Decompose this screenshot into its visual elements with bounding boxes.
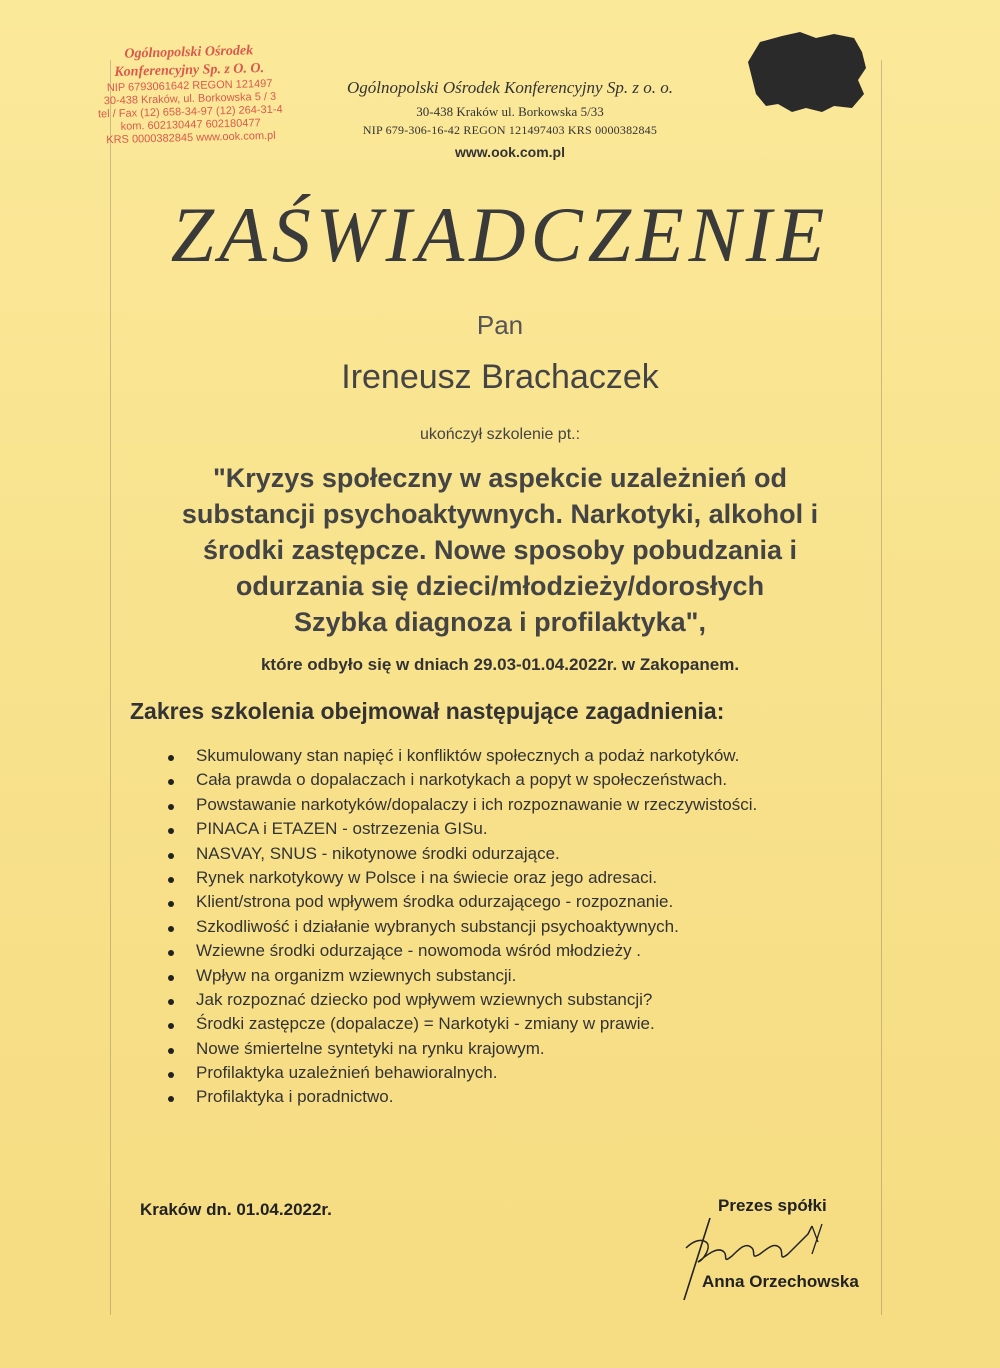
topic-text: NASVAY, SNUS - nikotynowe środki odurzające. — [196, 843, 560, 863]
topic-text: Wpływ na organizm wziewnych substancji. — [196, 965, 517, 985]
topic-text: Rynek narkotykowy w Polsce i na świecie oraz jego adresaci. — [196, 867, 658, 887]
topic-text: Nowe śmiertelne syntetyki na rynku krajowym. — [196, 1038, 545, 1058]
list-item — [168, 915, 868, 939]
course-title-line: środki zastępcze. Nowe sposoby pobudzania i — [202, 535, 798, 565]
list-item — [168, 842, 868, 866]
salutation: Pan — [476, 310, 524, 340]
list-item — [168, 866, 868, 890]
course-title — [120, 460, 880, 640]
course-title-line: odurzania się dzieci/młodzieży/dorosłych — [235, 571, 765, 601]
scope-heading: Zakres szkolenia obejmował następujące zagadnienia: — [130, 698, 725, 724]
org-website: www.ook.com.pl — [455, 144, 565, 160]
course-title-line: "Kryzys społeczny w aspekcie uzależnień od — [212, 463, 787, 493]
bullet-dot — [168, 1048, 174, 1054]
bullet-dot — [168, 926, 174, 932]
course-title-line: substancji psychoaktywnych. Narkotyki, alkohol i — [181, 499, 819, 529]
topic-text: Profilaktyka i poradnictwo. — [196, 1087, 394, 1107]
bullet-dot — [168, 975, 174, 981]
person-name: Ireneusz Brachaczek — [341, 358, 659, 396]
bullet-dot — [168, 853, 174, 859]
company-stamp — [59, 41, 322, 160]
topic-text: Powstawanie narkotyków/dopalaczy i ich rozpoznawanie w rzeczywistości. — [196, 794, 758, 814]
bullet-dot — [168, 1023, 174, 1029]
bullet-dot — [168, 828, 174, 834]
topic-text: Środki zastępcze (dopalacze) = Narkotyki - zmiany w prawie. — [196, 1014, 655, 1034]
bullet-dot — [168, 877, 174, 883]
stamp-name-line1: Ogólnopolski Ośrodek — [124, 43, 254, 62]
bullet-dot — [168, 1096, 174, 1102]
list-item — [168, 1012, 868, 1036]
list-item — [168, 793, 868, 817]
course-title-line: Szybka diagnoza i profilaktyka", — [294, 607, 706, 637]
topic-text: Wziewne środki odurzające - nowomoda wśród młodzieży . — [196, 941, 642, 961]
list-item — [168, 890, 868, 914]
place-date: Kraków dn. 01.04.2022r. — [140, 1200, 332, 1219]
list-item — [168, 988, 868, 1012]
bullet-dot — [168, 950, 174, 956]
stamp-name-line2: Konferencyjny Sp. z O. O. — [114, 61, 265, 80]
letterhead — [290, 78, 730, 160]
list-item — [168, 768, 868, 792]
topic-text: PINACA i ETAZEN - ostrzezenia GISu. — [196, 819, 488, 839]
bullet-dot — [168, 999, 174, 1005]
event-dates: które odbyło się w dniach 29.03-01.04.2022r. w Zakopanem. — [260, 655, 740, 674]
document-title: ZAŚWIADCZENIE — [170, 191, 830, 278]
bullet-dot — [168, 901, 174, 907]
topic-text: Szkodliwość i działanie wybranych substancji psychoaktywnych. — [196, 916, 679, 936]
stamp-nip: NIP 6793061642 REGON 121497 — [106, 77, 273, 95]
list-item — [168, 817, 868, 841]
list-item — [168, 744, 868, 768]
bullet-dot — [168, 779, 174, 785]
list-item — [168, 1037, 868, 1061]
stamp-phone: tel / Fax (12) 658-34-97 (12) 264-31-4 — [97, 103, 283, 121]
stamp-krs: KRS 0000382845 www.ook.com.pl — [106, 129, 276, 147]
topics-list — [168, 744, 868, 1110]
topic-text: Cała prawda o dopalaczach i narkotykach a popyt w społeczeństwach. — [196, 770, 728, 790]
completed-text: ukończył szkolenie pt.: — [419, 426, 581, 443]
topic-text: Skumulowany stan napięć i konfliktów społecznych a podaż narkotyków. — [196, 746, 740, 765]
list-item — [168, 964, 868, 988]
bullet-dot — [168, 1072, 174, 1078]
bullet-dot — [168, 755, 174, 761]
list-item — [168, 939, 868, 963]
signatory-role: Prezes spółki — [718, 1196, 827, 1215]
topic-text: Jak rozpoznać dziecko pod wpływem wziewnych substancji? — [196, 989, 653, 1009]
poland-map-icon — [742, 28, 870, 116]
list-item — [168, 1061, 868, 1085]
stamp-mobile: kom. 602130447 602180477 — [120, 117, 261, 133]
signatory-name: Anna Orzechowska — [702, 1272, 859, 1291]
org-registry: NIP 679-306-16-42 REGON 121497403 KRS 0000382845 — [362, 123, 658, 137]
stamp-address: 30-438 Kraków, ul. Borkowska 5 / 3 — [103, 90, 277, 108]
list-item — [168, 1085, 868, 1109]
org-name: Ogólnopolski Ośrodek Konferencyjny Sp. z o. o. — [347, 78, 673, 97]
topic-text: Profilaktyka uzależnień behawioralnych. — [196, 1063, 498, 1083]
topic-text: Klient/strona pod wpływem środka odurzającego - rozpoznanie. — [196, 892, 674, 912]
bullet-dot — [168, 804, 174, 810]
org-address: 30-438 Kraków ul. Borkowska 5/33 — [416, 104, 604, 119]
